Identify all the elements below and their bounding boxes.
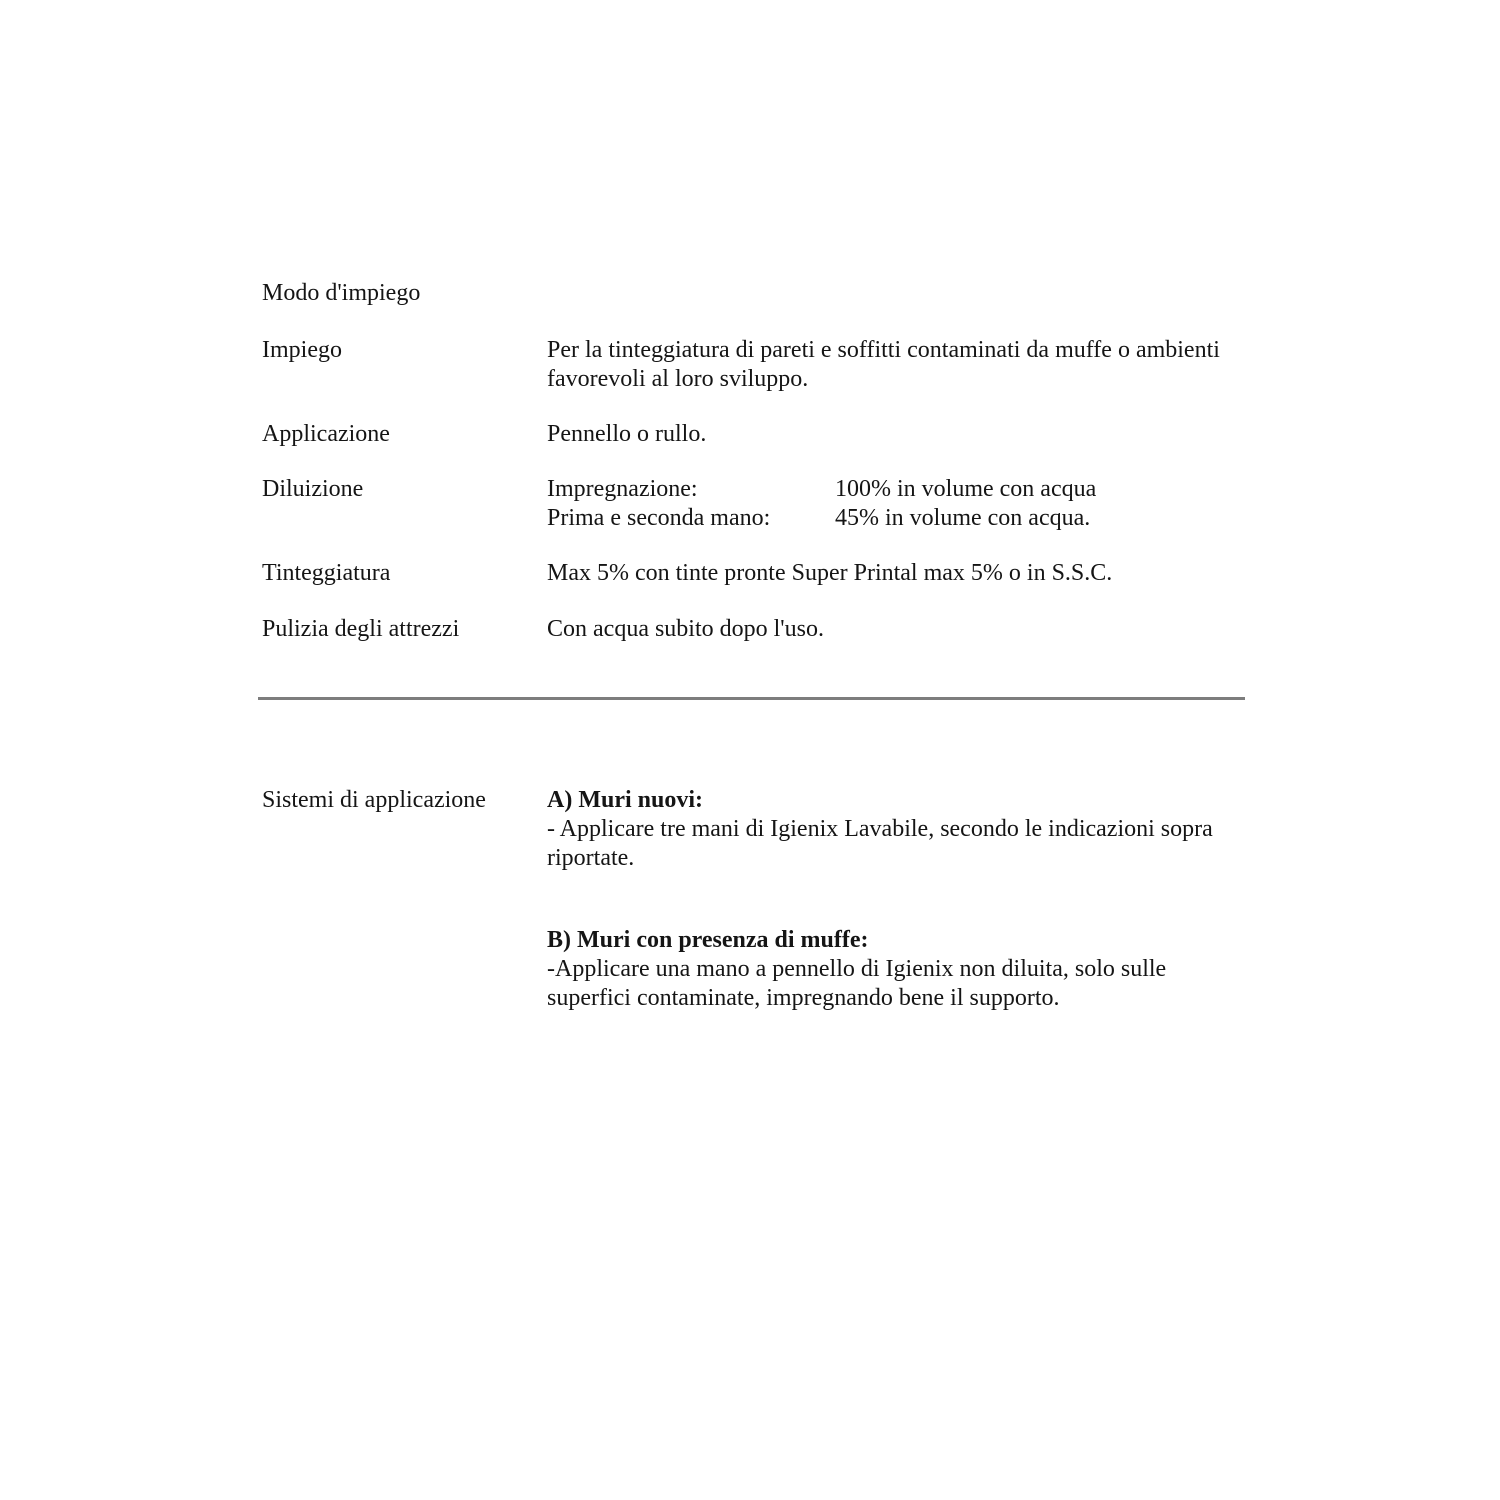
row-text: Pennello o rullo. (547, 421, 707, 447)
row-applicazione (262, 420, 1242, 449)
row-impiego (262, 336, 1242, 394)
dilution-table (547, 475, 1242, 533)
row-label: Sistemi di applicazione (262, 787, 486, 813)
system-b-body: -Applicare una mano a pennello di Igienix non diluita, solo sulle superfici contaminate, impregnando bene il supporto. (547, 956, 1167, 1011)
system-block-b (547, 926, 1242, 1013)
row-sistemi-applicazione (262, 786, 1242, 873)
row-diluizione (262, 475, 1242, 533)
section-title: Modo d'impiego (262, 280, 421, 306)
row-label: Applicazione (262, 421, 390, 447)
system-block-a (547, 786, 1242, 873)
row-text: Per la tinteggiatura di pareti e soffitti contaminati da muffe o ambienti favorevoli al loro sviluppo. (547, 337, 1220, 392)
row-tinteggiatura (262, 559, 1242, 588)
row-label: Impiego (262, 337, 342, 363)
row-label: Diluizione (262, 476, 364, 502)
dilution-name: Impregnazione: (547, 476, 698, 502)
row-text: Con acqua subito dopo l'uso. (547, 616, 824, 642)
row-label: Tinteggiatura (262, 560, 391, 586)
row-text: Max 5% con tinte pronte Super Printal max 5% o in S.S.C. (547, 560, 1113, 586)
dilution-name: Prima e seconda mano: (547, 505, 771, 531)
dilution-line (547, 504, 1242, 533)
row-pulizia-attrezzi (262, 615, 1242, 644)
system-a-body: - Applicare tre mani di Igienix Lavabile, secondo le indicazioni sopra riportate. (547, 816, 1213, 871)
row-label: Pulizia degli attrezzi (262, 616, 460, 642)
system-a-heading: A) Muri nuovi: (547, 787, 703, 813)
system-b-heading: B) Muri con presenza di muffe: (547, 927, 869, 953)
horizontal-divider (258, 697, 1245, 700)
dilution-value: 45% in volume con acqua. (835, 505, 1091, 531)
dilution-value: 100% in volume con acqua (835, 476, 1097, 502)
dilution-line (547, 475, 1242, 504)
